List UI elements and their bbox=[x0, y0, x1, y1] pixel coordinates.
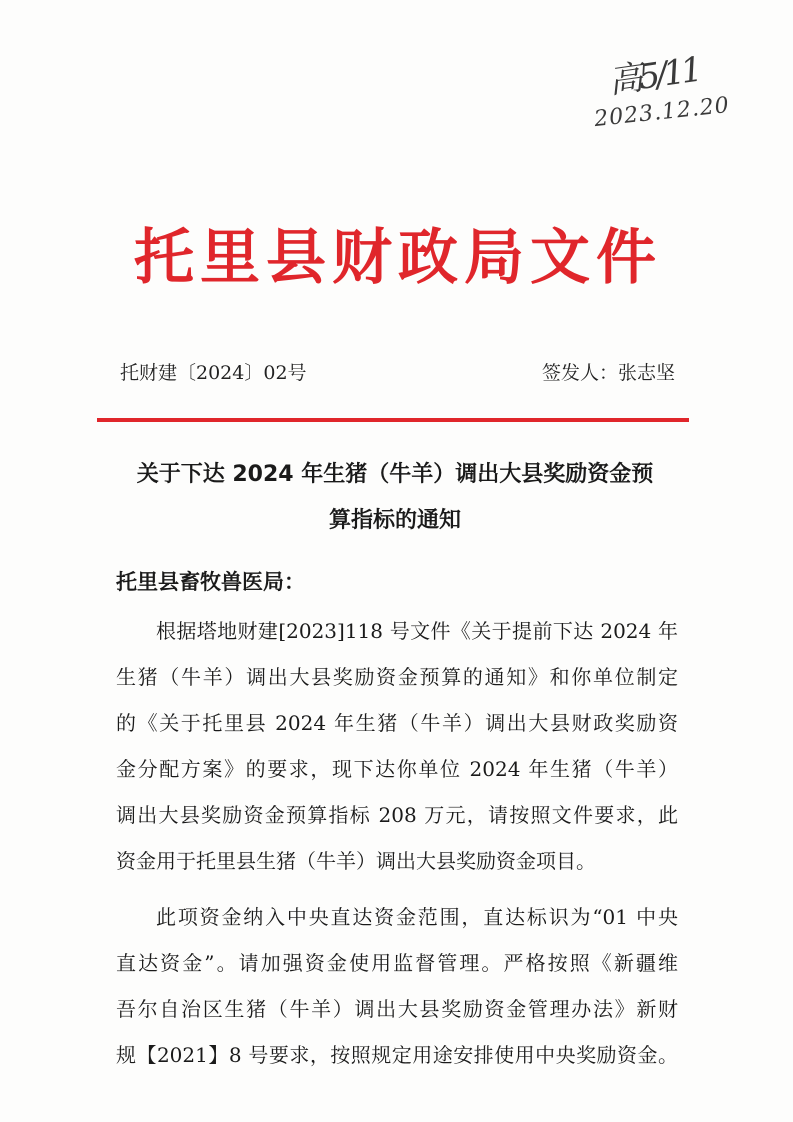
salutation: 托里县畜牧兽医局： bbox=[116, 569, 305, 594]
body-line: 的《关于托里县 2024 年生猪（牛羊）调出大县财政奖励资 bbox=[116, 711, 678, 735]
body-line: 资金用于托里县生猪（牛羊）调出大县奖励资金项目。 bbox=[116, 849, 596, 873]
title-line-2: 算指标的通知 bbox=[328, 508, 461, 533]
body-line: 根据塔地财建[2023]118 号文件《关于提前下达 2024 年 bbox=[156, 619, 678, 643]
document-body bbox=[116, 608, 678, 1078]
handwritten-annotation bbox=[590, 48, 740, 138]
document-number: 托财建〔2024〕02号 bbox=[120, 362, 307, 384]
handwritten-date: 2023.12.20 bbox=[593, 92, 731, 133]
body-line: 吾尔自治区生猪（牛羊）调出大县奖励资金管理办法》新财 bbox=[116, 997, 678, 1021]
body-line: 调出大县奖励资金预算指标 208 万元，请按照文件要求，此 bbox=[116, 803, 678, 827]
handwritten-signature: 高5/11 bbox=[606, 49, 702, 103]
issuer-signatory: 签发人：张志坚 bbox=[541, 362, 675, 384]
document-masthead: 托里县财政局文件 bbox=[134, 223, 662, 293]
body-line: 规【2021】8 号要求，按照规定用途安排使用中央奖励资金。 bbox=[116, 1043, 678, 1067]
body-line: 金分配方案》的要求，现下达你单位 2024 年生猪（牛羊） bbox=[116, 757, 678, 781]
paragraph-spacer bbox=[116, 884, 678, 894]
document-title bbox=[100, 452, 690, 544]
paragraph-1 bbox=[116, 608, 678, 884]
title-line-1: 关于下达 2024 年生猪（牛羊）调出大县奖励资金预 bbox=[136, 462, 654, 487]
red-divider-rule bbox=[97, 418, 689, 422]
body-line: 此项资金纳入中央直达资金范围，直达标识为“01 中央 bbox=[156, 905, 678, 929]
body-line: 直达资金”。请加强资金使用监督管理。严格按照《新疆维 bbox=[116, 951, 678, 975]
body-line: 生猪（牛羊）调出大县奖励资金预算的通知》和你单位制定 bbox=[116, 665, 678, 689]
paragraph-2 bbox=[116, 894, 678, 1078]
